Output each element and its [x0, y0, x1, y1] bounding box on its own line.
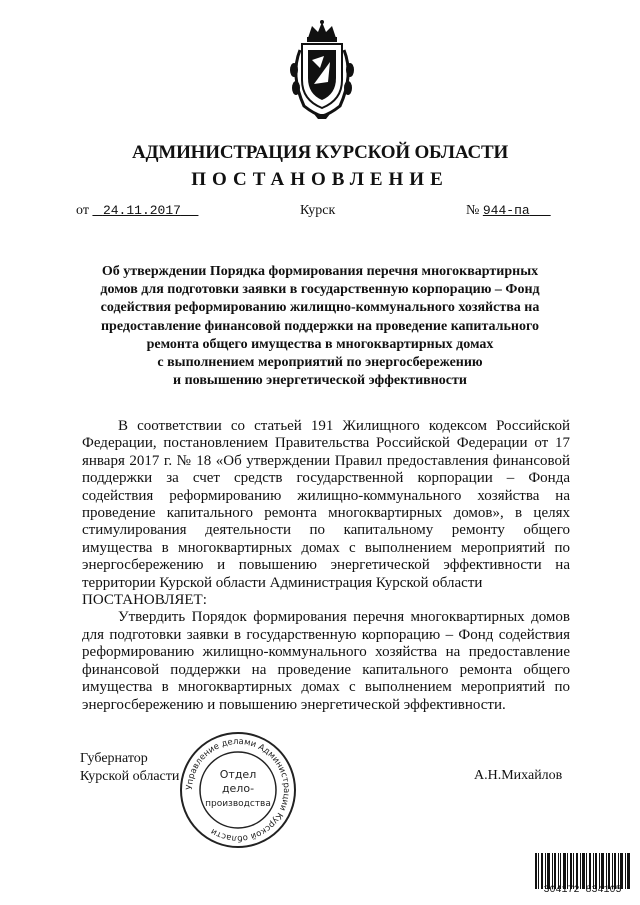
- date-prefix: от: [76, 203, 89, 218]
- barcode: [535, 853, 630, 889]
- body-paragraph: В соответствии со статьей 191 Жилищного кодексом Российской Федерации, постановлением Правительства Российской Федерации от 17 января 2017 г. № 18 «Об утверждении Правил предоставления финансовой поддержки за счет средств государственной корпорации – Фонда содействия реформированию жилищно-коммунального хозяйства на проведение капитального ремонта многоквартирных домов», в целях стимулирования деятельности по капитальному ремонту общего имущества в многоквартирных домах с выполнением мероприятий по энергосбережению и повышению энергетической эффективности на территории Курской области Администрация Курской области: [82, 418, 570, 591]
- organization-name: АДМИНИСТРАЦИЯ КУРСКОЙ ОБЛАСТИ: [131, 142, 509, 163]
- title-line: ремонта общего имущества в многоквартирных домах: [146, 336, 494, 352]
- decree-word: ПОСТАНОВЛЯЕТ:: [82, 592, 207, 609]
- stamp-text-line: дело-: [221, 782, 255, 795]
- number-value: 944-па: [482, 203, 530, 218]
- coat-of-arms-emblem: [284, 20, 360, 120]
- city: Курск: [300, 203, 336, 218]
- title-line: с выполнением мероприятий по энергосбережению: [157, 355, 483, 371]
- body-paragraph: Утвердить Порядок формирования перечня многоквартирных домов для подготовки заявки в государственную корпорацию – Фонд содействия реформированию жилищно-коммунального хозяйства на предоставление финансовой поддержки на проведение капитального ремонта общего имущества в многоквартирных домах с выполнением мероприятий по энергосбережению и повышению энергетической эффективности.: [82, 609, 570, 713]
- stamp-ring-text: Управление делами Администрации Курской области: [184, 736, 292, 844]
- barcode-number: 304172 834105: [543, 885, 622, 896]
- document-type: ПОСТАНОВЛЕНИЕ: [191, 169, 449, 190]
- signatory-role: [80, 750, 179, 786]
- office-stamp: [178, 730, 298, 850]
- stamp-text-line: Отдел: [219, 768, 257, 781]
- document-body: [82, 418, 570, 714]
- title-line: Об утверждении Порядка формирования перечня многоквартирных: [101, 264, 539, 279]
- title-line: содействия реформированию жилищно-коммунального хозяйства на: [100, 300, 540, 316]
- date-field: [76, 203, 198, 219]
- title-line: домов для подготовки заявки в государственную корпорацию – Фонд: [100, 282, 540, 298]
- document-title: [60, 263, 580, 390]
- role-line: Губернатор: [80, 751, 148, 766]
- number-field: [466, 203, 551, 219]
- role-line: Курской области: [80, 769, 180, 784]
- title-line: предоставление финансовой поддержки на проведение капитального: [100, 318, 540, 334]
- title-line: и повышению энергетической эффективности: [173, 373, 467, 389]
- date-value: 24.11.2017: [102, 203, 181, 218]
- signatory-name: А.Н.Михайлов: [474, 768, 563, 783]
- stamp-text-line: производства: [205, 799, 271, 809]
- number-prefix: №: [466, 203, 480, 218]
